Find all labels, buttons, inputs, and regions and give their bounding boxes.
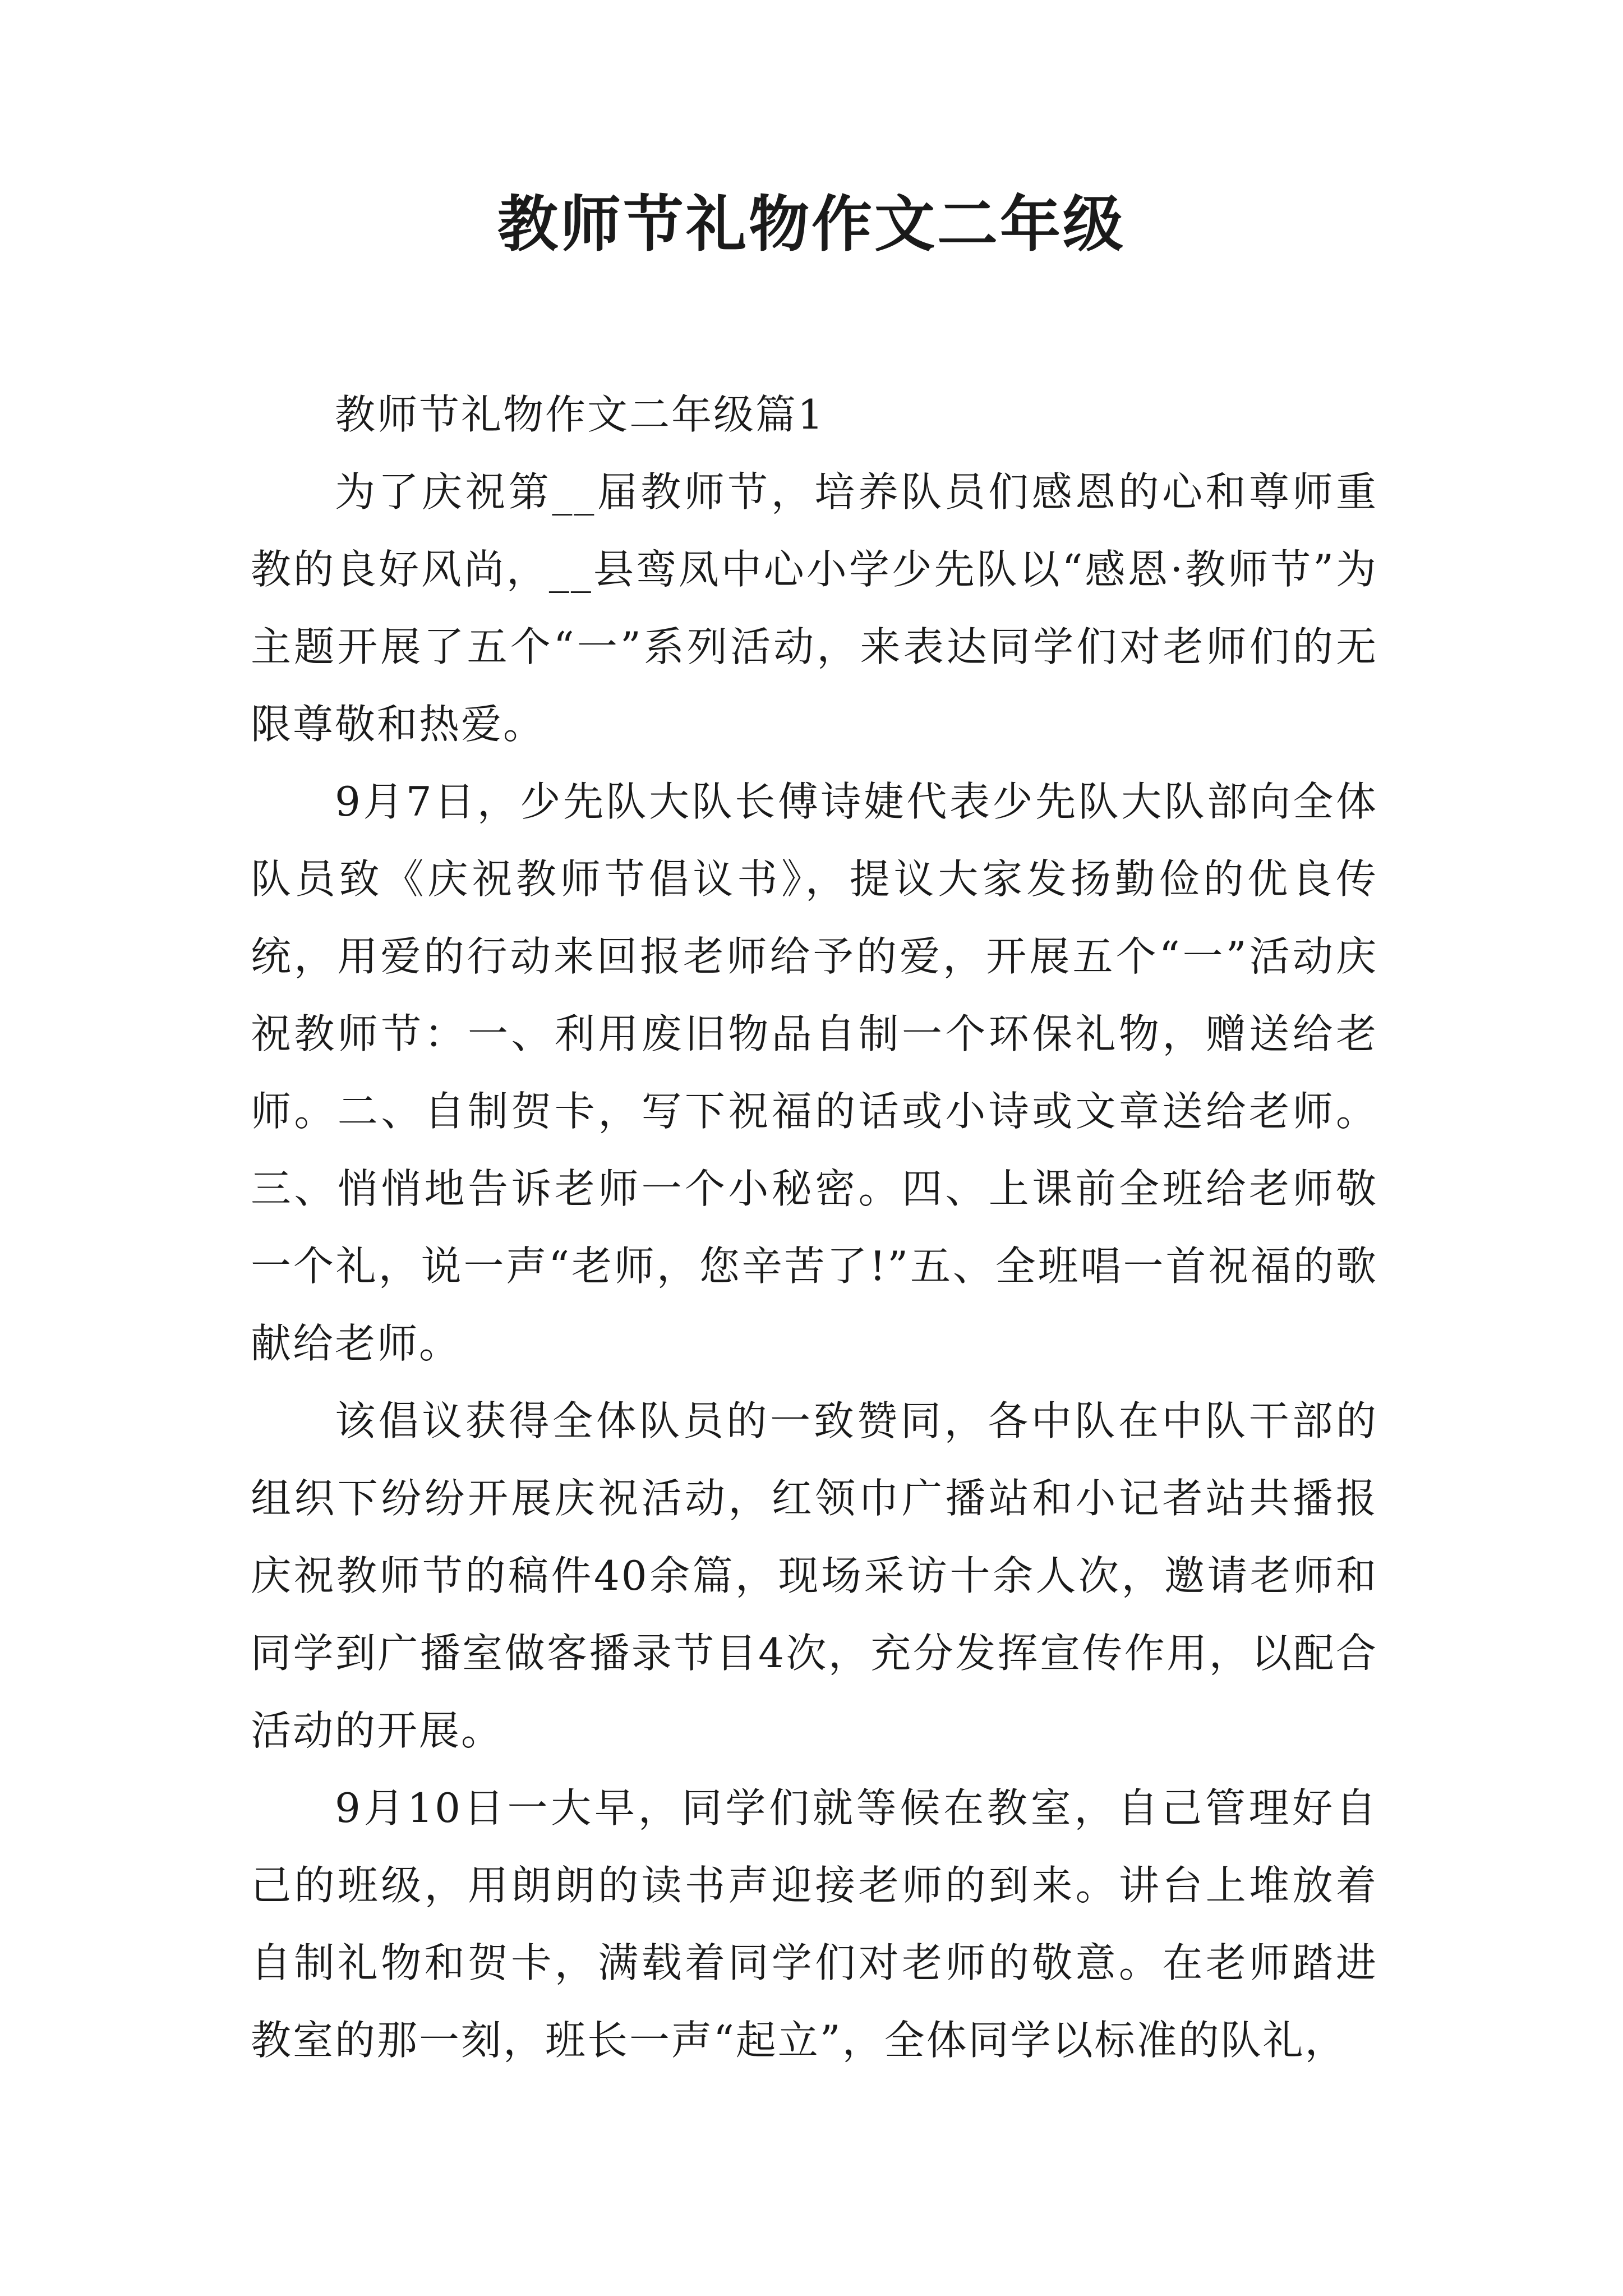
document-title: 教师节礼物作文二年级 [497, 189, 1126, 260]
paragraph: 9月7日，少先队大队长傅诗婕代表少先队大队部向全体队员致《庆祝教师节倡议书》，提议大家发扬勤俭的优良传统，用爱的行动来回报老师给予的爱，开展五个“一”活动庆祝教师节：一、利用废旧物品自制一个环保礼物，赠送给老师。二、自制贺卡，写下祝福的话或小诗或文章送给老师。三、悄悄地告诉老师一个小秘密。四、上课前全班给老师敬一个礼，说一声“老师，您辛苦了!”五、全班唱一首祝福的歌献给老师。 [251, 778, 1378, 1367]
section-heading: 教师节礼物作文二年级篇1 [335, 391, 825, 438]
document-body [251, 376, 1378, 2079]
paragraph: 该倡议获得全体队员的一致赞同，各中队在中队干部的组织下纷纷开展庆祝活动，红领巾广播站和小记者站共播报庆祝教师节的稿件40余篇，现场采访十余人次，邀请老师和同学到广播室做客播录节目4次，充分发挥宣传作用，以配合活动的开展。 [251, 1397, 1378, 1754]
paragraph: 9月10日一大早，同学们就等候在教室，自己管理好自己的班级，用朗朗的读书声迎接老师的到来。讲台上堆放着自制礼物和贺卡，满载着同学们对老师的敬意。在老师踏进教室的那一刻，班长一声“起立”，全体同学以标准的队礼， [251, 1784, 1378, 2064]
paragraph: 为了庆祝第__届教师节，培养队员们感恩的心和尊师重教的良好风尚，__县鸾凤中心小学少先队以“感恩·教师节”为主题开展了五个“一”系列活动，来表达同学们对老师们的无限尊敬和热爱。 [251, 468, 1378, 748]
